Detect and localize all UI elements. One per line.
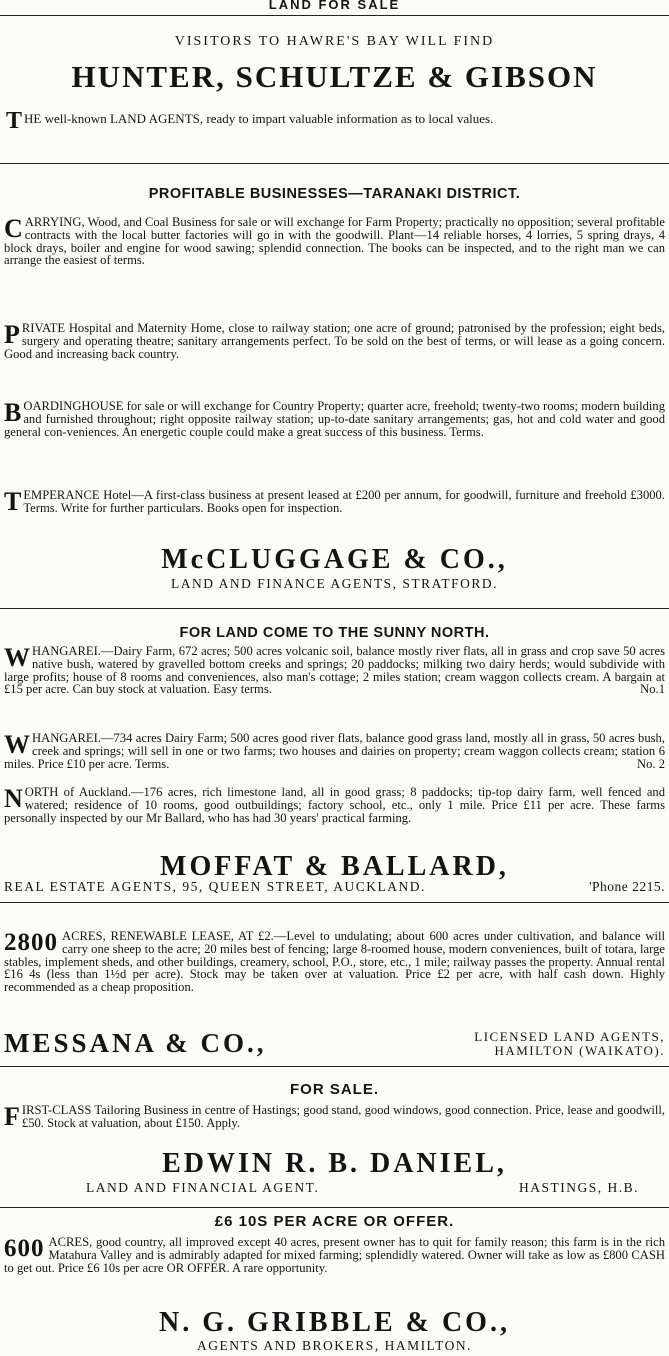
item-text: ARRYING, Wood, and Coal Business for sale or will exchange for Farm Property; practically no opposition; several profitable contracts with the local butter factories will go in with the goodwill. Plant—14 reliable horses, 4 lorries, 5 spring drays, 4 block drays, boiler and engine for wood sawing; splendid connection. The books can be inspected, and to the right man we can arrange the easiest of terms. xyxy=(4,215,665,268)
agents-line: LICENSED LAND AGENTS, xyxy=(474,1029,665,1044)
moffat-firm-name: MOFFAT & BALLARD, xyxy=(160,851,509,882)
listing-text: IRST-CLASS Tailoring Business in centre of Hastings; good stand, good windows, good connection. Price, lease and goodwill, £50. Stock at valuation, about £150. Apply. xyxy=(21,1103,665,1130)
messana-agents xyxy=(474,1030,665,1058)
divider xyxy=(0,163,669,164)
divider xyxy=(0,902,669,903)
listing-number: No. 2 xyxy=(637,756,665,771)
messana-firm-name: MESSANA & CO., xyxy=(4,1028,267,1058)
drop-cap: P xyxy=(4,320,20,349)
acreage-number: 600 xyxy=(4,1235,45,1262)
drop-cap: C xyxy=(4,214,23,243)
hunter-intro: VISITORS TO HAWRE'S BAY WILL FIND xyxy=(174,34,495,49)
moffat-item xyxy=(4,732,665,770)
messana-signature xyxy=(4,1028,665,1058)
daniel-agents: LAND AND FINANCIAL AGENT. xyxy=(86,1180,320,1195)
daniel-firm-name: EDWIN R. B. DANIEL, xyxy=(162,1148,507,1179)
moffat-item xyxy=(4,645,665,696)
gribble-agents: AGENTS AND BROKERS, HAMILTON. xyxy=(197,1338,472,1353)
mccluggage-item xyxy=(4,489,665,515)
gribble-firm-name: N. G. GRIBBLE & CO., xyxy=(159,1307,510,1338)
drop-cap: F xyxy=(4,1102,20,1131)
acreage-number: 2800 xyxy=(4,929,58,956)
drop-cap: B xyxy=(4,398,22,427)
divider xyxy=(0,15,669,16)
daniel-town: HASTINGS, H.B. xyxy=(518,1180,639,1195)
mccluggage-item xyxy=(4,216,665,267)
moffat-agents: REAL ESTATE AGENTS, 95, QUEEN STREET, AUCKLAND. xyxy=(4,879,426,894)
agents-line: HAMILTON (WAIKATO). xyxy=(494,1043,665,1058)
divider xyxy=(0,608,669,609)
daniel-listing xyxy=(4,1104,665,1130)
drop-cap: T xyxy=(6,108,23,134)
item-text: HANGAREI.—734 acres Dairy Farm; 500 acres good river flats, balance good grass land, mostly all in grass, 50 acres bush, creek and springs; will sell in one or two farms; two houses and dairies on property; cream waggon collects cream; station 6 miles. Price £10 per acre. Terms. xyxy=(4,731,665,771)
moffat-agents-row xyxy=(4,879,665,895)
section-title: LAND FOR SALE xyxy=(268,0,401,12)
messana-listing xyxy=(4,930,665,994)
listing-number: No.1 xyxy=(640,682,665,697)
hunter-firm-name: HUNTER, SCHULTZE & GIBSON xyxy=(71,59,598,94)
item-text: ORTH of Auckland.—176 acres, rich limestone land, all in good grass; 8 paddocks; tip-top dairy farm, well fenced and watered; residence of 10 rooms, good outbuildings; factory school, etc., only 1 mile. Price £11 per acre. These farms personally inspected by our Mr Ballard, who has had 30 years' practical farming. xyxy=(4,785,665,825)
mccluggage-agents: LAND AND FINANCE AGENTS, STRATFORD. xyxy=(170,576,499,591)
daniel-agents-row xyxy=(4,1180,665,1196)
drop-cap: T xyxy=(4,487,22,516)
listing-text: ACRES, good country, all improved except 40 acres, present owner has to quit for family reason; this farm is in the rich Matahura Valley and is admirably adapted for mixed farming; splendidly watered. Owner will take as low as £800 CASH to get out. Price £6 10s per acre OR OFFER. A rare opportunity. xyxy=(4,1235,665,1275)
moffat-heading: FOR LAND COME TO THE SUNNY NORTH. xyxy=(179,625,490,641)
moffat-item xyxy=(4,786,665,824)
mccluggage-item xyxy=(4,322,665,360)
item-text: RIVATE Hospital and Maternity Home, close to railway station; one acre of ground; patronised by the profession; eight beds, surgery and operating theatre; sanitary arrangements perfect. To be sold on the best of terms, or will lease as a going concern. Good and increasing back country. xyxy=(4,321,665,361)
daniel-heading: FOR SALE. xyxy=(289,1081,379,1098)
drop-cap: W xyxy=(4,643,30,672)
hunter-text: HE well-known LAND AGENTS, ready to impart valuable information as to local values. xyxy=(24,111,494,126)
divider xyxy=(0,1066,669,1067)
gribble-listing xyxy=(4,1236,665,1274)
moffat-phone: 'Phone 2215. xyxy=(589,879,665,894)
item-text: HANGAREI.—Dairy Farm, 672 acres; 500 acres volcanic soil, balance mostly river flats, all in grass and crop save 50 acres native bush, watered by gravelled bottom creeks and springs; 20 paddocks; milking two dairy herds; would subdivide with large profits; house of 8 rooms and conveniences, also man's cottage; 2 miles station; cream waggon collects cream. A bargain at £15 per acre. Can buy stock at valuation. Easy terms. xyxy=(4,644,665,697)
item-text: EMPERANCE Hotel—A first-class business at present leased at £200 per annum, for goodwill, furniture and freehold £3000. Terms. Write for further particulars. Books open for inspection. xyxy=(23,488,665,515)
gribble-heading: £6 10S PER ACRE OR OFFER. xyxy=(214,1213,455,1230)
mccluggage-item xyxy=(4,400,665,438)
hunter-body xyxy=(6,108,663,134)
mccluggage-heading: PROFITABLE BUSINESSES—TARANAKI DISTRICT. xyxy=(148,186,521,202)
mccluggage-firm-name: McCLUGGAGE & CO., xyxy=(161,544,508,575)
drop-cap: W xyxy=(4,730,30,759)
item-text: OARDINGHOUSE for sale or will exchange for Country Property; quarter acre, freehold; twenty-two rooms; modern building and furnished throughout; right opposite railway station; up-to-date sanitary arrangements; gas, hot and cold water and good general con-veniences. An energetic couple could make a great success of this business. Terms. xyxy=(4,399,665,439)
listing-text: ACRES, RENEWABLE LEASE, AT £2.—Level to undulating; about 600 acres under cultivation, and balance will carry one sheep to the acre; 20 miles best of fencing; large 8-roomed house, modern conveniences, built of totara, large stables, implement sheds, and other buildings, creamery, school, P.O., store, etc., 1 mile; railway passes the property. Annual rental £16 4s (less than 1½d per acre). Stock may be taken over at valuation. Price £2 per acre, with half cash down. Highly recommended as a cheap proposition. xyxy=(4,929,665,995)
divider xyxy=(0,1207,669,1208)
drop-cap: N xyxy=(4,784,23,813)
